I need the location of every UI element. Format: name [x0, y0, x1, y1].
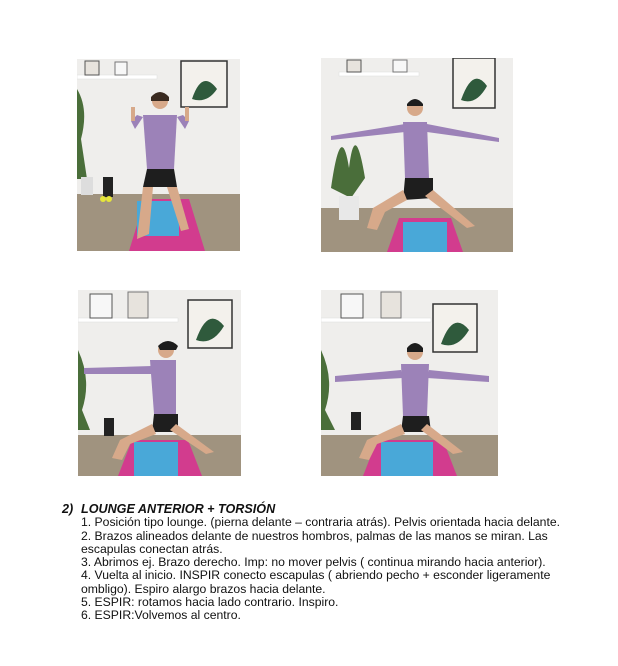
exercise-steps	[81, 516, 582, 622]
step-item: 3. Abrimos ej. Brazo derecho. Imp: no mover pelvis ( continua mirando hacia anterior).	[81, 555, 546, 570]
step-item: 2. Brazos alineados delante de nuestros hombros, palmas de las manos se miran. Las escapulas conectan atrás.	[81, 528, 548, 556]
step-item: 6. ESPIR:Volvemos al centro.	[81, 608, 241, 623]
photo-lunge-arms-open	[321, 58, 513, 252]
step-item: 1. Posición tipo lounge. (pierna delante – contraria atrás). Pelvis orientada hacia delante.	[81, 515, 560, 530]
exercise-section	[62, 503, 582, 623]
photo-lunge-rotation-left	[78, 290, 241, 476]
step-item: 5. ESPIR: rotamos hacia lado contrario. Inspiro.	[81, 595, 339, 610]
exercise-number: 2)	[62, 502, 74, 516]
exercise-heading	[62, 503, 582, 516]
step-item: 4. Vuelta al inicio. INSPIR conecto escapulas ( abriendo pecho + esconder ligeramente ombligo). Espiro alargo brazos hacia delante.	[81, 568, 551, 596]
photo-lunge-rotation-center	[321, 290, 498, 476]
exercise-title: LOUNGE ANTERIOR + TORSIÓN	[81, 502, 276, 516]
photo-lunge-arms-forward	[77, 59, 240, 251]
